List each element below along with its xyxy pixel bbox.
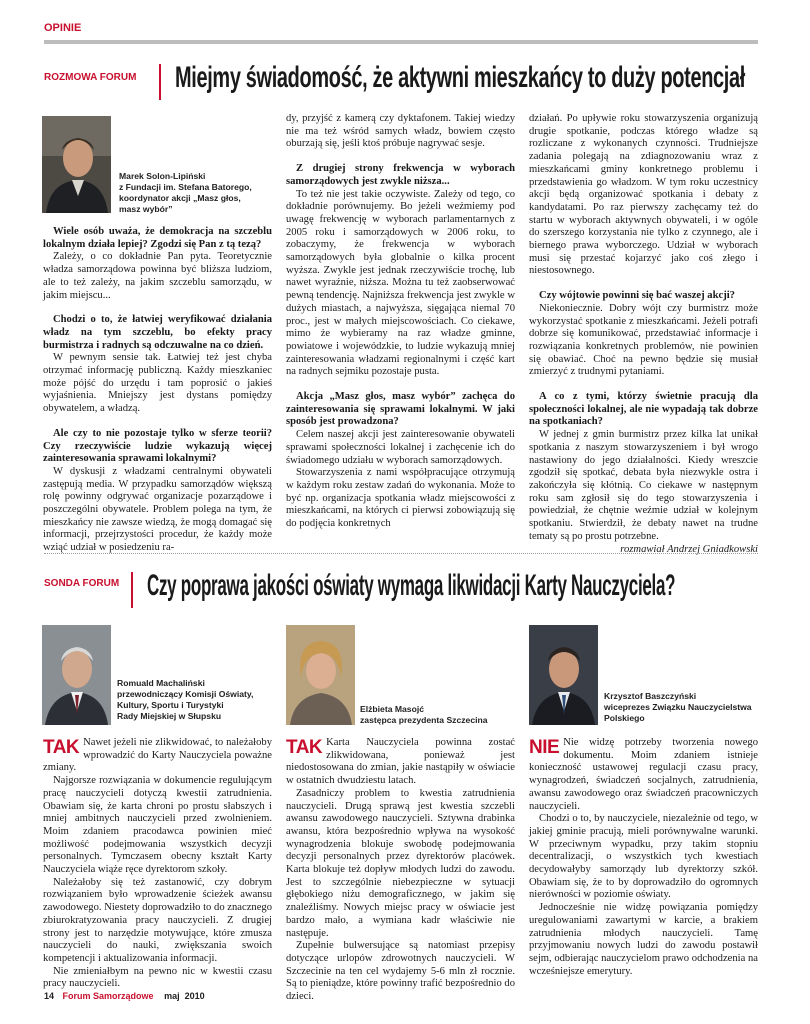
interview-question: A co z tymi, którzy świetnie pracują dla społeczności lokalnej, ale nie wypadają tak dobrze na spotkaniach? <box>529 391 758 428</box>
survey-answer-paragraph: Należałoby się też zastanowić, czy dobrym rozwiązaniem było wprowadzenie ścieżek awansu zawodowego. Niestety doprowadziło to do znacznego zbiurokratyzowania pracy nauczycieli. Z drugiej strony jest to narzędzie motywujące, które zmusza nauczycieli do nauki, zwiększania swoich kompetencji i aktualizowania informacji. <box>43 876 272 964</box>
survey-answer-paragraph <box>529 737 758 813</box>
survey-divider <box>131 572 133 608</box>
caption-line: przewodniczący Komisji Oświaty, <box>117 689 254 699</box>
interview-divider <box>159 64 161 100</box>
survey-answer-1 <box>43 737 272 991</box>
interview-portrait <box>42 116 111 213</box>
caption-line: koordynator akcji „Masz głos, <box>119 193 241 203</box>
page-number: 14 <box>44 991 55 1001</box>
section-separator <box>44 553 758 554</box>
survey-answer-3 <box>529 737 758 978</box>
survey-answer-paragraph <box>43 737 272 775</box>
portrait-image <box>42 116 111 213</box>
survey-caption-1 <box>117 678 267 722</box>
interview-question: Czy wójtowie powinni się bać waszej akcji? <box>539 290 735 302</box>
survey-answer-paragraph: Zupełnie bulwersujące są natomiast przepisy dotyczące urlopów zdrowotnych nauczycieli. W Szczecinie na ten cel wydajemy 5-6 mln zł rocznie. Są to pieniądze, które powinny trafić bezpośrednio do dzieci. <box>286 940 515 1003</box>
survey-tag: SONDA FORUM <box>44 578 120 589</box>
survey-answer-paragraph: Nie zmieniałbym na pewno nic w kwestii czasu pracy nauczycieli. <box>43 965 272 990</box>
interview-tag: ROZMOWA FORUM <box>44 72 137 83</box>
interview-column-1 <box>43 226 272 555</box>
caption-line: Elżbieta Masojć <box>360 704 424 714</box>
interview-column-2 <box>286 113 515 531</box>
interviewer-signature: rozmawiał Andrzej Gniadkowski <box>620 543 758 555</box>
interview-answer: Zależy, o co dokładnie Pan pyta. Teoretycznie władza samorządowa powinna być bliższa ludziom, ale to też zależy, na jakim szczeblu samorządu, w jakim miejscu... <box>43 251 272 301</box>
survey-caption-3 <box>604 691 764 724</box>
interview-question: Ale czy to nie pozostaje tylko w sferze teorii? Czy rzeczywiście ludzie wykazują więcej zainteresowania sprawami lokalnymi? <box>43 427 272 465</box>
caption-line: Kultury, Sportu i Turystyki <box>117 700 224 710</box>
caption-line: Romuald Machaliński <box>117 678 205 688</box>
interview-answer: dy, przyjść z kamerą czy dyktafonem. Takiej wiedzy nie ma też wśród samych władz, bowiem często oburzają się, jeśli ktoś próbuje nagrywać sesje. <box>286 113 515 150</box>
survey-caption-2 <box>360 704 510 726</box>
answer-text: Nawet jeżeli nie zlikwidować, to należałoby wprowadzić do Karty Nauczyciela poważne zmiany. <box>43 737 272 774</box>
caption-line: zastępca prezydenta Szczecina <box>360 715 488 725</box>
interview-question: Chodzi o to, że łatwiej weryfikować działania władz na tym szczeblu, bo efekty pracy burmistrza i radnych są odczuwalne na co dzień. <box>43 314 272 351</box>
interview-answer: W pewnym sensie tak. Łatwiej też jest chyba otrzymać informację publiczną. Każdy mieszkaniec może pójść do urzędu i tam poprosić o jakieś wyjaśnienia. Mniejszy jest dystans pomiędzy obywatelem, a władzą. <box>43 352 272 415</box>
caption-line: z Fundacji im. Stefana Batorego, <box>119 182 252 192</box>
section-label: OPINIE <box>44 22 82 34</box>
interview-answer: W dyskusji z władzami centralnymi obywateli zastępują media. W przypadku samorządów większą rolę powinny odgrywać organizacje pozarządowe i poszczególni obywatele. Problem polega na tym, że mieszkańcy nie zawsze wiedzą, że mogą domagać się informacji, przejrzystości procedur, że każdy może wziąć udział w posiedzeniu ra- <box>43 465 272 554</box>
page-footer <box>44 991 205 1001</box>
verdict-label: TAK <box>43 737 80 758</box>
interview-answer: To też nie jest takie oczywiste. Zależy od tego, co dokładnie porównujemy. Bo jeżeli weźmiemy pod uwagę frekwencję w wyborach parlamentarnych z 2005 roku i samorządowych w 2006 roku, to zobaczymy, że frekwencja w wyborach samorządowych była globalnie o kilka procent wyższa. Zwykle jest jednak rzeczywiście trochę, lub nawet wyraźnie, niższa. Można tu też zaobserwować pewną tendencję. Najniższa frekwencja jest zwykle w dużych miastach, a najwyższa, sięgająca niemal 70 proc., jest w małych miejscowościach. Co ciekawe, mimo że wybieramy na raz władze gminne, powiatowe i wojewódzkie, to ludzie wykazują mniej zainteresowania władzami regionalnymi i część kart na radnych sejmiku pozostaje pusta. <box>286 188 515 378</box>
interview-column-3 <box>529 113 758 556</box>
verdict-label: NIE <box>529 737 560 758</box>
interview-question: Akcja „Masz głos, masz wybór” zachęca do zainteresowania się sprawami lokalnymi. W jaki sposób jest prowadzona? <box>286 391 515 428</box>
survey-answer-2 <box>286 737 515 1004</box>
caption-line: Marek Solon-Lipiński <box>119 171 206 181</box>
interview-answer: W jednej z gmin burmistrz przez kilka lat unikał spotkania z naszym stowarzyszeniem i był wrogo nastawiony do jego działalności. Kiedy wreszcie zgodził się spotkać, debata była niezwykle ostra i zakończyła się kłótnią. Co ciekawe w następnym roku sam zgłosił się do tego stowarzyszenia i powiedział, że chętnie weźmie udział w kolejnym spotkaniu. Stwierdził, że debaty nawet na trudne tematy są po prostu potrzebne. <box>529 429 758 542</box>
portrait-image <box>529 625 598 725</box>
caption-line: Polskiego <box>604 713 645 723</box>
survey-answer-paragraph <box>286 737 515 788</box>
survey-answer-paragraph: Jednocześnie nie widzę powiązania pomiędzy uregulowaniami zawartymi w karcie, a brakiem zatrudnienia młodych nauczycieli. Tamę przyjmowaniu nowych ludzi do zawodu postawił sejm, odbierając nauczycielom prawo odchodzenia na wcześniejsze emerytury. <box>529 902 758 977</box>
caption-line: masz wybór” <box>119 204 173 214</box>
survey-portrait-3 <box>529 625 598 725</box>
caption-line: Krzysztof Baszczyński <box>604 691 697 701</box>
interview-question: Wiele osób uważa, że demokracja na szczeblu lokalnym działa lepiej? Zgodzi się Pan z tą tezą? <box>43 226 272 250</box>
survey-answer-paragraph: Zasadniczy problem to kwestia zatrudnienia nauczycieli. Drugą sprawą jest kwestia szczebli awansu zawodowego nauczycieli. Sztywna drabinka awansu, która bezpośrednio wpływa na wysokość wynagrodzenia blokuje swobodę podejmowania decyzji personalnych przez dyrektorów placówek. Karta blokuje też dopływ młodych ludzi do zawodu. Jest to szczególnie niebezpieczne w sytuacji głębokiego niżu demograficznego, w jakim się znaleźliśmy. Nowych miejsc pracy w oświacie jest bardzo mało, a wymiana kadr właściwie nie następuje. <box>286 787 515 939</box>
portrait-image <box>42 625 111 725</box>
interview-answer: działań. Po upływie roku stowarzyszenia organizują drugie spotkanie, podczas którego władze są rozliczane z wykonanych czynności. Trudniejsze zadania polegają na zdiagnozowaniu wraz z mieszkańcami gminy konkretnego problemu i przedstawienia go władzom. W tym roku uczestnicy akcji będą organizować spotkania i debaty z kandydatami. Po raz pierwszy zachęcamy też do startu w wyborach aktywnych obywateli, i w ogóle do szerszego korzystania nie tylko z czynnego, ale i biernego prawa wyborczego. Udział w wyborach musi się przestać kojarzyć jako coś złego i niestosownego. <box>529 113 758 277</box>
survey-headline: Czy poprawa jakości oświaty wymaga likwidacji Karty Nauczyciela? <box>147 569 676 602</box>
header-rule <box>44 40 758 44</box>
interview-answer: Celem naszej akcji jest zainteresowanie obywateli sprawami społeczności lokalnej i zachęcenie ich do świadomego udziału w wyborach samorządowych. <box>286 429 515 466</box>
survey-answer-paragraph: Chodzi o to, by nauczyciele, niezależnie od tego, w jakiej gminie pracują, mieli porównywalne warunki. W przeciwnym wypadku, przy takim stopniu decentralizacji, o wszystkich tych kwestiach decydowałyby samorządy lub dyrektorzy szkół. Obawiam się, że to by doprowadziło do ogromnych nierówności w poziomie oświaty. <box>529 813 758 901</box>
survey-portrait-2 <box>286 625 355 725</box>
magazine-name: Forum Samorządowe <box>62 991 154 1001</box>
caption-line: wiceprezes Związku Nauczycielstwa <box>604 702 752 712</box>
interview-answer: Niekoniecznie. Dobry wójt czy burmistrz może wykorzystać spotkanie z mieszkańcami. Jeżeli potrafi dobrze się komunikować, przedstawiać informacje i rozwiązania konkretnych problemów, nie powinien się obawiać. Choć na pewno będzie się musiał zmierzyć z trudnymi pytaniami. <box>529 302 758 378</box>
caption-line: Rady Miejskiej w Słupsku <box>117 711 222 721</box>
interview-answer: Stowarzyszenia z nami współpracujące otrzymują w każdym roku zestaw zadań do wykonania. Może to być np. organizacja spotkania władz miejscowości z mieszkańcami, na których ci pierwsi zobowiązują się do podjęcia konkretnych <box>286 467 515 530</box>
portrait-image <box>286 625 355 725</box>
survey-portrait-1 <box>42 625 111 725</box>
verdict-label: TAK <box>286 737 323 758</box>
answer-text: Karta Nauczyciela powinna zostać zlikwidowana, ponieważ jest niedostosowana do zmian, jakie nastąpiły w oświacie w ostatnich dwudziestu latach. <box>286 737 515 787</box>
issue-date: maj 2010 <box>164 991 205 1001</box>
answer-text: Nie widzę potrzeby tworzenia nowego dokumentu. Moim zdaniem istnieje konieczność ustawowej regulacji czasu pracy, wynagrodzeń, świadczeń socjalnych, zatrudnienia, awansu zawodowego oraz świadczeń pracowniczych nauczycieli. <box>529 737 758 812</box>
interview-question: Z drugiej strony frekwencja w wyborach samorządowych jest zwykle niższa... <box>286 163 515 187</box>
interview-photo-caption <box>119 171 279 215</box>
survey-answer-paragraph: Najgorsze rozwiązania w dokumencie regulującym pracę nauczycieli dotyczą kwestii zatrudnienia. Obawiam się, że karta chroni po prostu słabszych i mniej ambitnych nauczycieli przed zwolnieniem. Moim zdaniem pracodawca powinien mieć możliwość podejmowania wszystkich decyzji personalnych. Tymczasem obecny kształt Karty Nauczyciela wiąże ręce dyrektorom szkoły. <box>43 775 272 876</box>
interview-headline: Miejmy świadomość, że aktywni mieszkańcy to duży potencjał <box>175 61 745 94</box>
